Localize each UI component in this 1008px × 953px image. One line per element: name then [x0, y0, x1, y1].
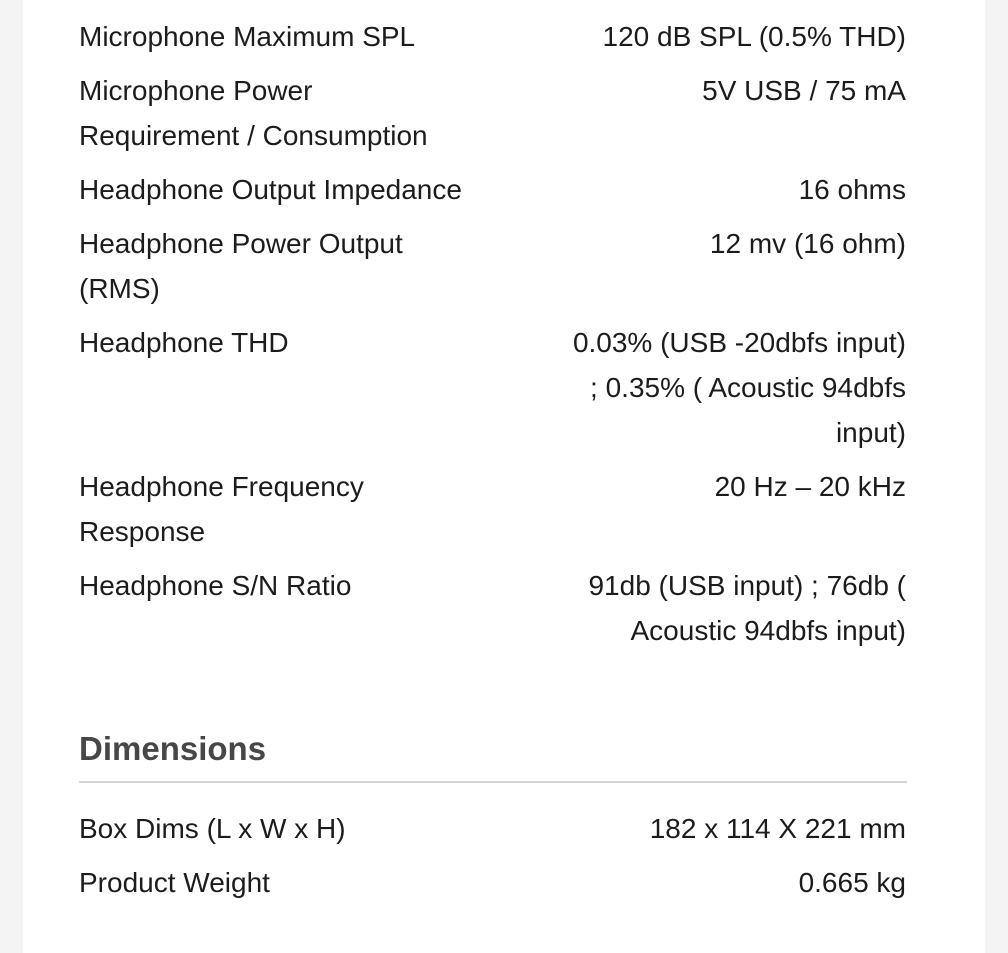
spec-label: Box Dims (L x W x H) — [79, 813, 346, 844]
spec-label: Headphone S/N Ratio — [79, 570, 352, 601]
spec-value: 20 Hz – 20 kHz — [714, 471, 906, 502]
spec-row-microphone-power — [79, 68, 906, 158]
spec-label: Microphone Power Requirement / Consumption — [79, 75, 428, 151]
dimensions-section-title: Dimensions — [79, 730, 267, 767]
spec-label: Headphone Frequency Response — [79, 471, 364, 547]
spec-row-headphone-frequency-response — [79, 464, 906, 554]
section-divider — [79, 781, 907, 783]
spec-value: 91db (USB input) ; 76db ( Acoustic 94dbfs input) — [588, 570, 906, 646]
spec-value: 16 ohms — [798, 174, 906, 205]
spec-value: 120 dB SPL (0.5% THD) — [602, 21, 906, 52]
spec-row-headphone-power-output — [79, 221, 906, 311]
spec-label: Headphone THD — [79, 327, 289, 358]
spec-row-headphone-thd — [79, 320, 906, 455]
spec-row-product-weight — [79, 860, 906, 905]
spec-label: Headphone Power Output (RMS) — [79, 228, 403, 304]
spec-label: Headphone Output Impedance — [79, 174, 462, 205]
spec-row-headphone-impedance — [79, 167, 906, 212]
specifications-panel — [23, 0, 985, 953]
spec-label: Product Weight — [79, 867, 270, 898]
spec-label: Microphone Maximum SPL — [79, 21, 416, 52]
spec-value: 182 x 114 X 221 mm — [649, 813, 906, 844]
spec-value: 0.665 kg — [798, 867, 906, 898]
spec-row-microphone-max-spl — [79, 14, 906, 59]
spec-value: 12 mv (16 ohm) — [709, 228, 906, 259]
spec-row-headphone-sn-ratio — [79, 563, 906, 653]
spec-value: 0.03% (USB -20dbfs input) ; 0.35% ( Acoustic 94dbfs input) — [572, 327, 906, 448]
spec-row-box-dims — [79, 806, 906, 851]
spec-value: 5V USB / 75 mA — [702, 75, 906, 106]
